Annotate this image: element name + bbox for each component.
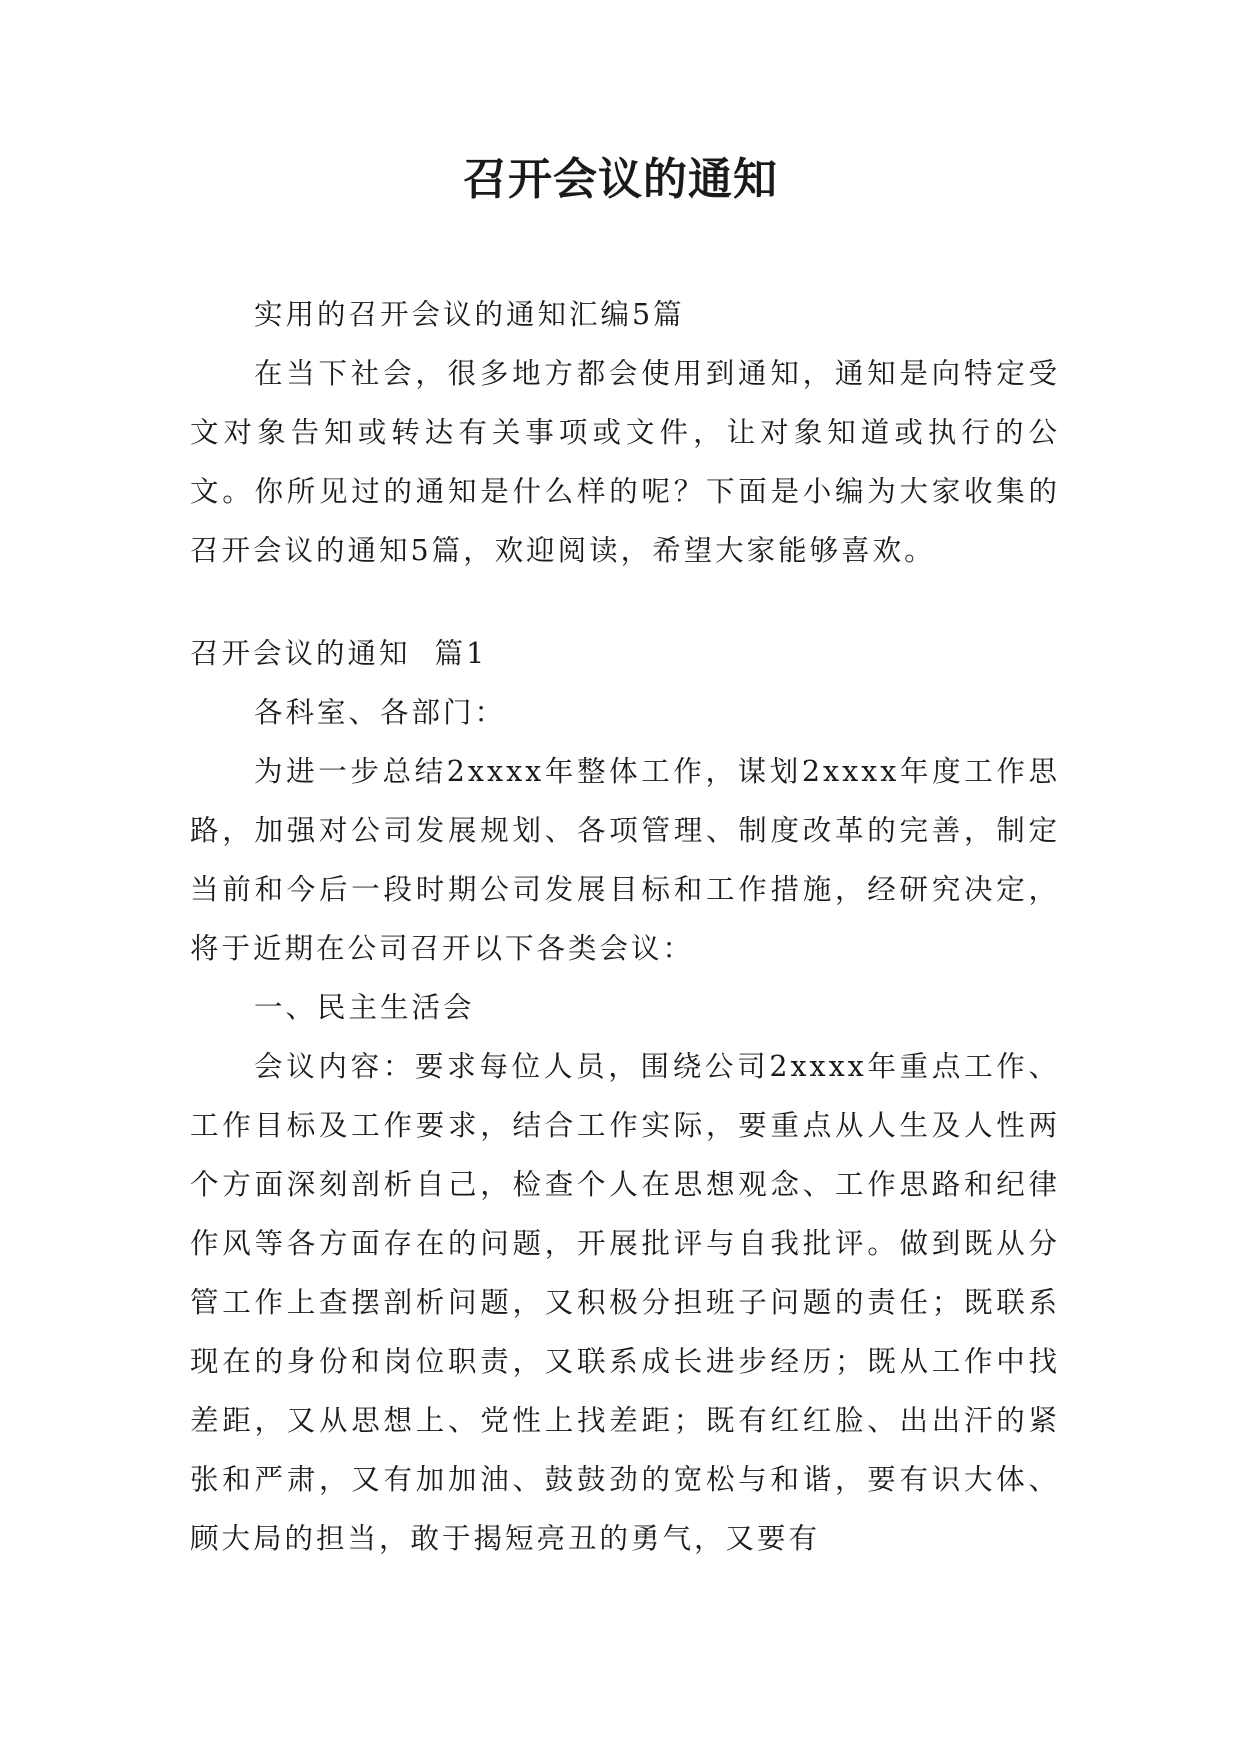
item-1-heading: 一、民主生活会 — [254, 991, 475, 1024]
document-body — [190, 285, 1060, 1568]
body-paragraph-1: 为进一步总结2xxxx年整体工作，谋划2xxxx年度工作思路，加强对公司发展规划、各项管理、制度改革的完善，制定当前和今后一段时期公司发展目标和工作措施，经研究决定，将于近期在公司召开以下各类会议： — [190, 755, 1060, 965]
item-1-content: 会议内容：要求每位人员，围绕公司2xxxx年重点工作、工作目标及工作要求，结合工作实际，要重点从人生及人性两个方面深刻剖析自己，检查个人在思想观念、工作思路和纪律作风等各方面存在的问题，开展批评与自我批评。做到既从分管工作上查摆剖析问题，又积极分担班子问题的责任；既联系现在的身份和岗位职责，又联系成长进步经历；既从工作中找差距，又从思想上、党性上找差距；既有红红脸、出出汗的紧张和严肃，又有加加油、鼓鼓劲的宽松与和谐，要有识大体、顾大局的担当，敢于揭短亮丑的勇气，又要有 — [190, 1050, 1060, 1555]
intro-paragraph: 在当下社会，很多地方都会使用到通知，通知是向特定受文对象告知或转达有关事项或文件，让对象知道或执行的公文。你所见过的通知是什么样的呢？下面是小编为大家收集的召开会议的通知5篇，欢迎阅读，希望大家能够喜欢。 — [190, 357, 1060, 567]
document-subtitle: 实用的召开会议的通知汇编5篇 — [254, 298, 685, 331]
document-title: 召开会议的通知 — [463, 154, 778, 205]
section-heading: 召开会议的通知 篇1 — [190, 637, 488, 670]
salutation: 各科室、各部门： — [254, 696, 507, 729]
